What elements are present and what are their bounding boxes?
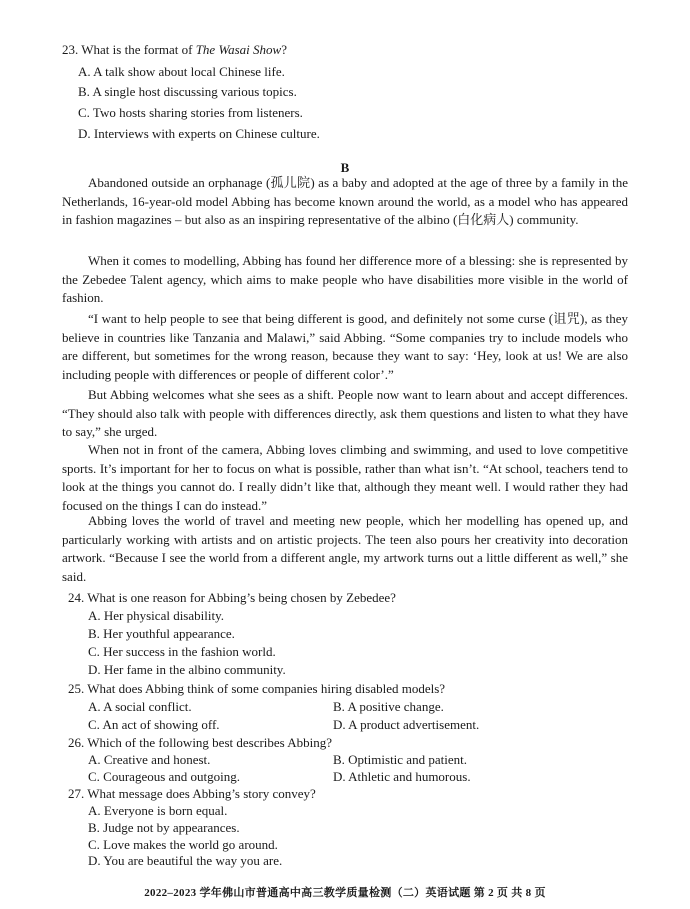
q26-option-b: B. Optimistic and patient. — [333, 752, 467, 767]
passage-paragraph-6: Abbing loves the world of travel and meeting new people, which her modelling has opened up, and particularly working with artists and on artistic projects. The teen also pours her creativity into decoration artwork. “Because I see the world from a different angle, my artwork turns out a little different as well,” she said. — [62, 513, 628, 584]
section-heading: B — [340, 160, 350, 175]
q26-option-c: C. Courageous and outgoing. — [88, 769, 241, 784]
passage-paragraph-1: Abandoned outside an orphanage (孤儿院) as a baby and adopted at the age of three by a family in the Netherlands, 16-year-old model Abbing has become known around the world, as a model who has appeared in fashion magazines – but also as an inspiring representative of the albino (白化病人) community. — [62, 175, 628, 228]
q27-option-c: C. Love makes the world go around. — [88, 837, 278, 852]
q23-option-d: D. Interviews with experts on Chinese culture. — [78, 126, 320, 141]
q23-option-a: A. A talk show about local Chinese life. — [78, 64, 285, 79]
question-23 — [62, 41, 287, 58]
passage-paragraph-4: But Abbing welcomes what she sees as a shift. People now want to learn about and accept differences. “They should also talk with people with differences directly, ask them questions and listen to what they have to say,” she urged. — [62, 387, 628, 440]
q26-option-a: A. Creative and honest. — [88, 752, 211, 767]
q24-option-b: B. Her youthful appearance. — [88, 626, 235, 641]
question-26: 26. Which of the following best describes Abbing? — [68, 735, 333, 750]
question-27: 27. What message does Abbing’s story convey? — [68, 786, 316, 801]
passage-paragraph-2: When it comes to modelling, Abbing has found her difference more of a blessing: she is represented by the Zebedee Talent agency, which aims to make people who have disabilities more visible in the world of fashion. — [62, 253, 628, 306]
passage-paragraph-3: “I want to help people to see that being different is good, and definitely not some curse (诅咒), as they believe in countries like Tanzania and Malawi,” said Abbing. “Some companies try to include models who are different, but sometimes for the wrong reason, because they want to say: ‘Hey, look at us! We are also including people with differences or people of different color’.” — [62, 311, 628, 382]
q24-option-a: A. Her physical disability. — [88, 608, 224, 623]
q27-option-d: D. You are beautiful the way you are. — [88, 853, 283, 868]
q27-option-a: A. Everyone is born equal. — [88, 803, 228, 818]
q26-option-d: D. Athletic and humorous. — [333, 769, 471, 784]
q24-option-d: D. Her fame in the albino community. — [88, 662, 286, 677]
passage-paragraph-5: When not in front of the camera, Abbing loves climbing and swimming, and used to love competitive sports. It’s important for her to focus on what is possible, rather than what isn’t. “At school, teachers tend to look at the things you cannot do. I really didn’t like that, although they meant well. I would rather they had focused on the things I can do instead.” — [62, 442, 628, 513]
question-25: 25. What does Abbing think of some companies hiring disabled models? — [68, 681, 446, 696]
q25-option-c: C. An act of showing off. — [88, 717, 220, 732]
show-title: The Wasai Show — [195, 42, 282, 57]
q25-option-a: A. A social conflict. — [88, 699, 192, 714]
q23-option-b: B. A single host discussing various topics. — [78, 84, 297, 99]
question-24: 24. What is one reason for Abbing’s being chosen by Zebedee? — [68, 590, 396, 605]
question-23-suffix: ? — [281, 42, 287, 57]
q27-option-b: B. Judge not by appearances. — [88, 820, 240, 835]
q25-option-d: D. A product advertisement. — [333, 717, 480, 732]
question-23-prefix: 23. What is the format of — [62, 42, 196, 57]
q24-option-c: C. Her success in the fashion world. — [88, 644, 276, 659]
q25-option-b: B. A positive change. — [333, 699, 444, 714]
q23-option-c: C. Two hosts sharing stories from listeners. — [78, 105, 303, 120]
page-footer: 2022–2023 学年佛山市普通高中高三教学质量检测（二）英语试题 第 2 页 共 8 页 — [144, 887, 546, 899]
